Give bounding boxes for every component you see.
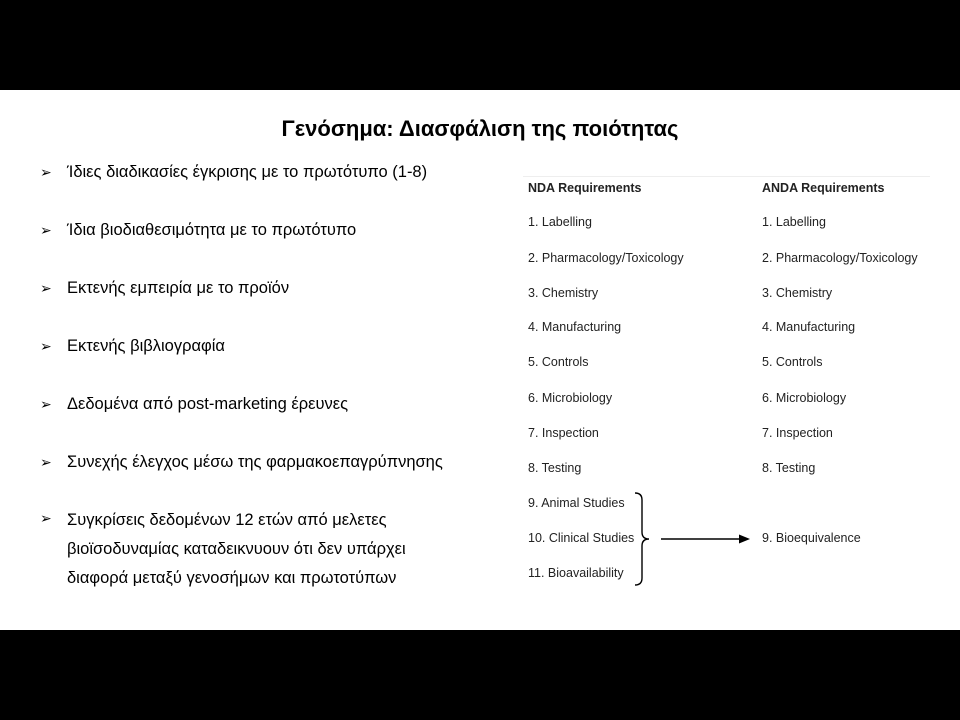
arrowhead-bullet-icon: ➢ — [40, 454, 52, 470]
anda-item: 1. Labelling — [762, 215, 826, 229]
arrow-head-icon — [739, 535, 750, 544]
bullet-text: Ίδιες διαδικασίες έγκρισης με το πρωτότυπο (1-8) — [67, 163, 428, 181]
nda-item: 11. Bioavailability — [528, 566, 624, 580]
arrowhead-bullet-icon: ➢ — [40, 338, 52, 354]
nda-item: 10. Clinical Studies — [528, 531, 635, 545]
arrowhead-bullet-icon: ➢ — [40, 280, 52, 296]
slide-title: Γενόσημα: Διασφάλιση της ποιότητας — [281, 116, 679, 141]
anda-item: 7. Inspection — [762, 426, 833, 440]
nda-item: 2. Pharmacology/Toxicology — [528, 251, 684, 265]
brace-arrow-graphic — [523, 177, 930, 587]
arrowhead-bullet-icon: ➢ — [40, 222, 52, 238]
bullet-text: Εκτενής βιβλιογραφία — [67, 337, 225, 355]
bullet-item — [40, 160, 500, 184]
bullet-item — [40, 392, 500, 416]
anda-item: 8. Testing — [762, 461, 816, 475]
arrowhead-bullet-icon: ➢ — [40, 396, 52, 412]
arrowhead-bullet-icon: ➢ — [40, 510, 52, 526]
bullet-item — [40, 450, 500, 474]
bullet-text: Δεδομένα από post-marketing έρευνες — [67, 395, 349, 413]
bullet-item — [40, 218, 500, 242]
anda-item: 5. Controls — [762, 355, 823, 369]
anda-column-header: ANDA Requirements — [762, 181, 885, 195]
anda-item: 3. Chemistry — [762, 286, 833, 300]
nda-item: 3. Chemistry — [528, 286, 599, 300]
nda-item: 5. Controls — [528, 355, 589, 369]
nda-item: 7. Inspection — [528, 426, 599, 440]
arrowhead-bullet-icon: ➢ — [40, 164, 52, 180]
nda-item: 1. Labelling — [528, 215, 592, 229]
anda-item: 4. Manufacturing — [762, 320, 856, 334]
bullet-text: Συνεχής έλεγχος μέσω της φαρμακοεπαγρύπνησης — [67, 453, 443, 471]
nda-item: 6. Microbiology — [528, 391, 613, 405]
bullet-item — [40, 276, 500, 300]
bullet-text: Συγκρίσεις δεδομένων 12 ετών από μελετες βιοϊσοδυναμίας καταδεικνυουν ότι δεν υπάρχει διαφορά μεταξύ γενοσήμων και πρωτοτύπων — [67, 511, 406, 587]
bullet-item — [40, 334, 500, 358]
nda-item: 8. Testing — [528, 461, 582, 475]
anda-item: 6. Microbiology — [762, 391, 847, 405]
bullet-text: Εκτενής εμπειρία με το προϊόν — [67, 279, 290, 297]
nda-column-header: NDA Requirements — [528, 181, 642, 195]
nda-item: 4. Manufacturing — [528, 320, 622, 334]
anda-item: 2. Pharmacology/Toxicology — [762, 251, 918, 265]
anda-item: 9. Bioequivalence — [762, 531, 861, 545]
requirements-comparison-table — [523, 176, 930, 587]
nda-item: 9. Animal Studies — [528, 496, 625, 510]
slide — [0, 90, 960, 630]
bullet-item — [40, 506, 460, 593]
curly-brace-icon — [635, 493, 649, 585]
bullet-text: Ίδια βιοδιαθεσιμότητα με το πρωτότυπο — [67, 221, 357, 239]
